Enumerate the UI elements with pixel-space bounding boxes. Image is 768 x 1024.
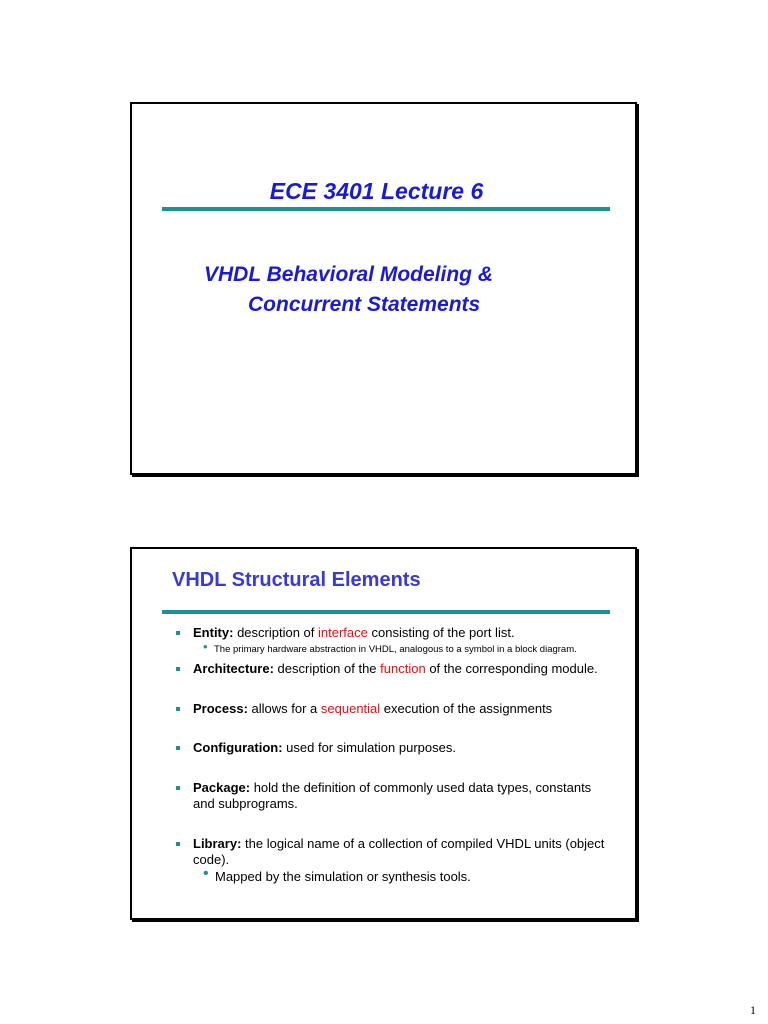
title-rule bbox=[162, 207, 610, 211]
list-item-library bbox=[172, 836, 612, 885]
slide-1-subtitle bbox=[204, 260, 584, 320]
item-text: allows for a bbox=[247, 701, 321, 716]
slide-2 bbox=[130, 547, 637, 920]
item-text: of the corresponding module. bbox=[425, 661, 598, 676]
bullet-list bbox=[172, 625, 612, 885]
subtitle-line-2: Concurrent Statements bbox=[248, 293, 481, 316]
item-term: Process: bbox=[193, 701, 248, 716]
sub-item bbox=[193, 639, 612, 657]
list-item-entity bbox=[172, 625, 612, 657]
square-bullet-icon bbox=[176, 786, 180, 790]
sub-item-text: Mapped by the simulation or synthesis tools. bbox=[215, 869, 471, 884]
sub-item-text: The primary hardware abstraction in VHDL, analogous to a symbol in a block diagram. bbox=[214, 644, 577, 655]
item-text: the logical name of a collection of compiled VHDL units (object code). bbox=[193, 836, 605, 867]
subtitle-line-1: VHDL Behavioral Modeling & bbox=[204, 263, 493, 286]
item-text: description of bbox=[233, 625, 318, 640]
page-number: 1 bbox=[750, 1003, 756, 1017]
square-bullet-icon bbox=[176, 842, 180, 846]
slide-2-title: VHDL Structural Elements bbox=[172, 569, 421, 591]
item-term: Entity: bbox=[193, 625, 234, 640]
item-text: description of the bbox=[273, 661, 381, 676]
list-item-architecture bbox=[172, 661, 612, 677]
list-item-configuration bbox=[172, 740, 612, 756]
square-bullet-icon bbox=[176, 707, 180, 711]
item-highlight: function bbox=[380, 661, 426, 676]
round-bullet-icon: • bbox=[203, 865, 209, 882]
item-text: hold the definition of commonly used data types, constants and subprograms. bbox=[193, 780, 592, 811]
square-bullet-icon bbox=[176, 746, 180, 750]
slide-1 bbox=[130, 102, 637, 475]
square-bullet-icon bbox=[176, 631, 180, 635]
item-term: Architecture: bbox=[193, 661, 274, 676]
item-term: Configuration: bbox=[193, 740, 283, 755]
round-bullet-icon: • bbox=[203, 639, 208, 654]
item-highlight: interface bbox=[318, 625, 368, 640]
square-bullet-icon bbox=[176, 667, 180, 671]
list-item-process bbox=[172, 701, 612, 717]
item-text: execution of the assignments bbox=[380, 701, 553, 716]
item-text: consisting of the port list. bbox=[367, 625, 515, 640]
item-term: Library: bbox=[193, 836, 242, 851]
list-item-package bbox=[172, 780, 612, 812]
title-rule bbox=[162, 610, 610, 614]
sub-item bbox=[193, 865, 612, 885]
item-highlight: sequential bbox=[320, 701, 381, 716]
item-text: used for simulation purposes. bbox=[282, 740, 456, 755]
item-term: Package: bbox=[193, 780, 251, 795]
slide-1-title: ECE 3401 Lecture 6 bbox=[269, 178, 484, 204]
